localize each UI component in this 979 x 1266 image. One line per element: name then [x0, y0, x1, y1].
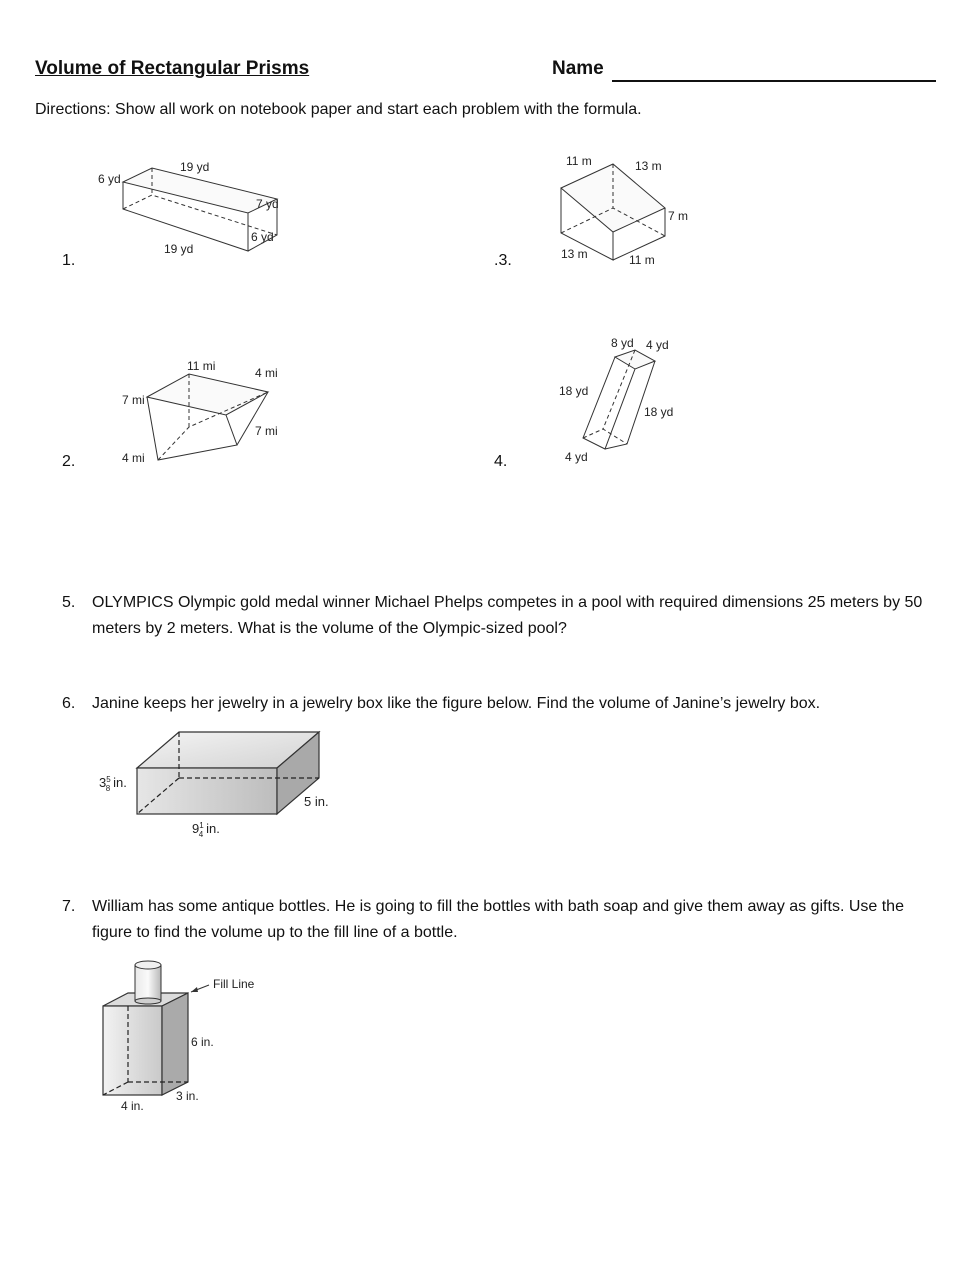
p1-length-top: 19 yd: [180, 160, 210, 174]
problem-2-number: 2.: [62, 453, 76, 470]
question-5-number: 5.: [62, 594, 76, 611]
question-5: [62, 590, 942, 642]
problem-3-figure: [555, 150, 705, 270]
worksheet-title: Volume of Rectangular Prisms: [35, 58, 310, 79]
p4-bottom: 4 yd: [565, 450, 588, 464]
p4-top-a: 8 yd: [611, 336, 634, 350]
p3-top-left: 11 m: [566, 154, 592, 168]
jewelry-length-den: 4: [198, 830, 204, 839]
p1-height: 7 yd: [256, 197, 279, 211]
problem-4-number: 4.: [494, 453, 508, 470]
p3-bottom-left: 13 m: [561, 247, 588, 261]
jewelry-height-den: 8: [105, 784, 111, 793]
p4-right: 18 yd: [644, 405, 674, 419]
jewelry-height-whole: 3: [99, 775, 107, 790]
jewelry-height-num: 5: [106, 775, 111, 784]
p1-depth-left: 6 yd: [98, 172, 121, 186]
bottle-depth-label: 3 in.: [176, 1089, 199, 1103]
p4-left: 18 yd: [559, 384, 589, 398]
p2-height-left: 7 mi: [122, 393, 145, 407]
problem-2-figure: [115, 355, 295, 470]
problem-4-figure: [555, 333, 695, 468]
bottle-fill-line-label: Fill Line: [213, 977, 255, 991]
jewelry-length-label: [192, 821, 220, 839]
problem-1-figure: [90, 155, 300, 265]
question-6-number: 6.: [62, 695, 76, 712]
question-7-text: William has some antique bottles. He is going to fill the bottles with bath soap and give them away as gifts. Use the figure to find the volume up to the fill line of a bottle.: [92, 898, 904, 941]
name-label: Name: [552, 58, 604, 79]
question-5-text: OLYMPICS Olympic gold medal winner Michael Phelps competes in a pool with required dimensions 25 meters by 50 meters by 2 meters. What is the volume of the Olympic-sized pool?: [92, 594, 923, 637]
p2-height-right: 7 mi: [255, 424, 278, 438]
directions-text: Directions: Show all work on notebook paper and start each problem with the formula.: [35, 101, 642, 118]
jewelry-length-unit: in.: [206, 821, 220, 836]
bottle-height-label: 6 in.: [191, 1035, 214, 1049]
bottle-width-label: 4 in.: [121, 1099, 144, 1113]
question-7-number: 7.: [62, 898, 76, 915]
jewelry-length-whole: 9: [192, 821, 200, 836]
question-6-text: Janine keeps her jewelry in a jewelry box like the figure below. Find the volume of Janine’s jewelry box.: [92, 695, 821, 712]
question-6: [62, 691, 942, 717]
p2-depth-bottom: 4 mi: [122, 451, 145, 465]
p3-height: 7 m: [668, 209, 689, 223]
p2-depth-top: 4 mi: [255, 366, 278, 380]
p4-top-b: 4 yd: [646, 338, 669, 352]
p1-depth-right: 6 yd: [251, 230, 274, 244]
jewelry-height-label: [99, 775, 127, 793]
bottle-figure: [95, 955, 275, 1120]
jewelry-height-unit: in.: [113, 775, 127, 790]
problem-1-number: 1.: [62, 252, 76, 269]
p3-bottom-right: 11 m: [629, 253, 655, 267]
p1-length-bottom: 19 yd: [164, 242, 194, 256]
problem-3-number: .3.: [494, 252, 512, 269]
name-blank-line[interactable]: [612, 80, 936, 82]
p3-top-right: 13 m: [635, 159, 662, 173]
jewelry-box-figure: [95, 725, 345, 845]
p2-length: 11 mi: [187, 359, 216, 373]
question-7: [62, 894, 942, 946]
jewelry-length-num: 1: [199, 821, 204, 830]
jewelry-width-label: 5 in.: [304, 794, 329, 809]
